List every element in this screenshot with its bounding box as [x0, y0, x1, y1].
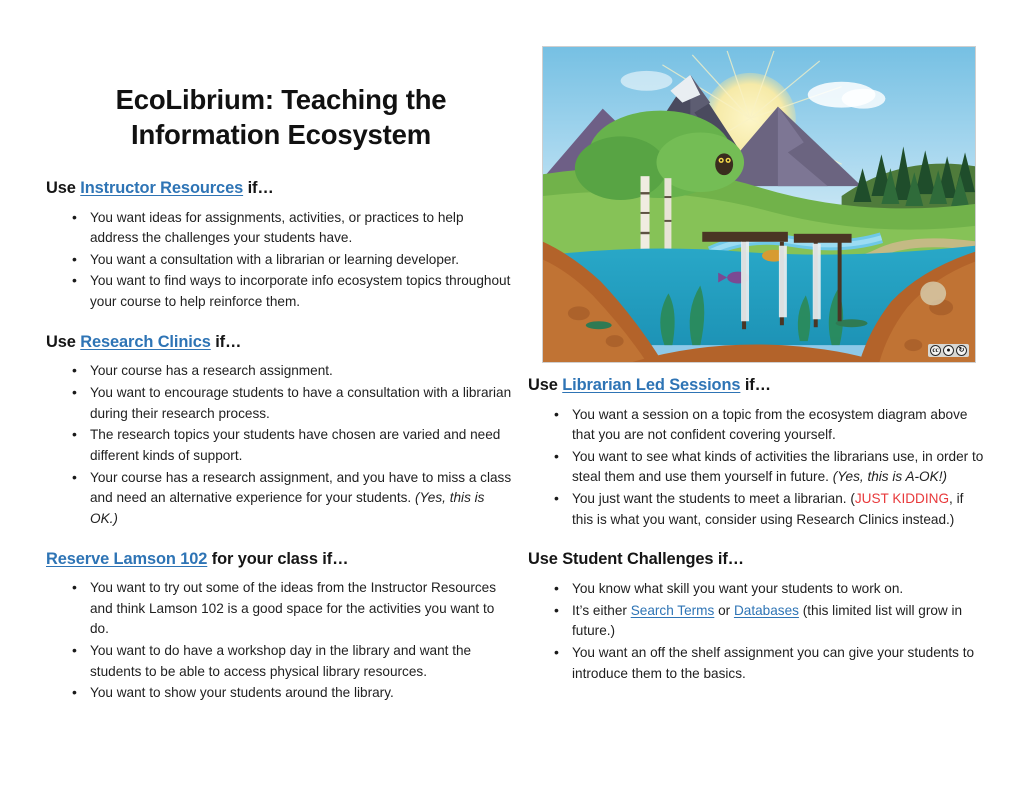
list-item: • The research topics your students have chosen are varied and need different kinds of support. [46, 425, 514, 466]
left-column [46, 178, 514, 723]
link-librarian-led-sessions[interactable]: Librarian Led Sessions [562, 376, 741, 394]
list-item [528, 489, 986, 530]
heading-suffix: for your class if… [207, 549, 349, 568]
heading-instructor-resources [46, 178, 514, 199]
heading-prefix: Use [46, 332, 81, 351]
list-research-clinics [46, 361, 514, 529]
list-item-text: You just want the students to meet a librarian. ( [572, 491, 855, 507]
list-item-text: Your course has a research assignment, and you have to miss a class and need an alternative experience for your students. [90, 469, 512, 506]
link-instructor-resources[interactable]: Instructor Resources [80, 179, 244, 197]
list-item-text-2: , if this is what you want, consider using Research Clinics instead.) [572, 491, 964, 527]
heading-reserve-lamson-102 [46, 549, 514, 570]
ecosystem-diagram-svg [543, 47, 975, 362]
list-item-post: (this limited list will grow in future.) [572, 602, 963, 639]
creative-commons-badge [928, 344, 969, 357]
list-item-text: You want to see what kinds of activities the librarians use, in order to steal them and use them yourself in future. [572, 448, 984, 485]
heading-suffix: if… [740, 376, 771, 394]
list-item [528, 447, 986, 488]
right-column [528, 375, 986, 703]
heading-suffix: if… [243, 179, 274, 197]
heading-prefix: Use [46, 179, 81, 197]
link-databases[interactable]: Databases [733, 602, 799, 618]
list-item [46, 468, 514, 530]
heading-student-challenges: Use Student Challenges if… [528, 550, 744, 569]
list-item: • You want to show your students around the library. [46, 683, 514, 704]
heading-research-clinics [46, 332, 514, 353]
list-student-challenges [528, 579, 986, 684]
heading-suffix: if… [210, 332, 242, 351]
just-kidding-emphasis: JUST KIDDING [854, 491, 950, 507]
list-item: • You want a session on a topic from the ecosystem diagram above that you are not confident covering yourself. [528, 405, 986, 446]
list-item: • You want to encourage students to have a consultation with a librarian during their research process. [46, 383, 514, 424]
link-search-terms[interactable]: Search Terms [630, 602, 715, 618]
list-librarian-led-sessions [528, 405, 986, 531]
link-reserve-lamson-102[interactable]: Reserve Lamson 102 [46, 549, 208, 568]
list-item-text: It’s either [572, 602, 631, 618]
list-reserve-lamson-102 [46, 578, 514, 704]
list-item: • You want a consultation with a librarian or learning developer. [46, 250, 514, 271]
link-research-clinics[interactable]: Research Clinics [80, 332, 211, 351]
list-item-mid: or [714, 602, 734, 618]
cc-sa-icon: ↻ [956, 345, 967, 356]
list-instructor-resources [46, 208, 514, 313]
page-title: EcoLibrium: Teaching the Information Ecosystem [115, 84, 447, 151]
information-ecosystem-illustration [542, 46, 976, 363]
list-item: • Your course has a research assignment. [46, 361, 514, 382]
list-item: • You know what skill you want your students to work on. [528, 579, 986, 600]
list-item: • You want ideas for assignments, activities, or practices to help address the challenges your students have. [46, 208, 514, 249]
heading-prefix: Use [528, 376, 563, 394]
cc-by-icon: ● [943, 345, 954, 356]
list-item: • You want to do have a workshop day in the library and want the students to be able to access physical library resources. [46, 641, 514, 682]
list-item: • You want to find ways to incorporate info ecosystem topics throughout your course to help reinforce them. [46, 271, 514, 312]
list-item: • You want to try out some of the ideas from the Instructor Resources and think Lamson 102 is a good space for the activities you want to do. [46, 578, 514, 640]
list-item [528, 601, 986, 642]
list-item: • You want an off the shelf assignment you can give your students to introduce them to the basics. [528, 643, 986, 684]
list-item-note: (Yes, this is OK.) [90, 490, 485, 526]
cc-icon: cc [930, 345, 941, 356]
heading-librarian-led-sessions [528, 375, 986, 396]
list-item-note: (Yes, this is A-OK!) [832, 469, 947, 485]
